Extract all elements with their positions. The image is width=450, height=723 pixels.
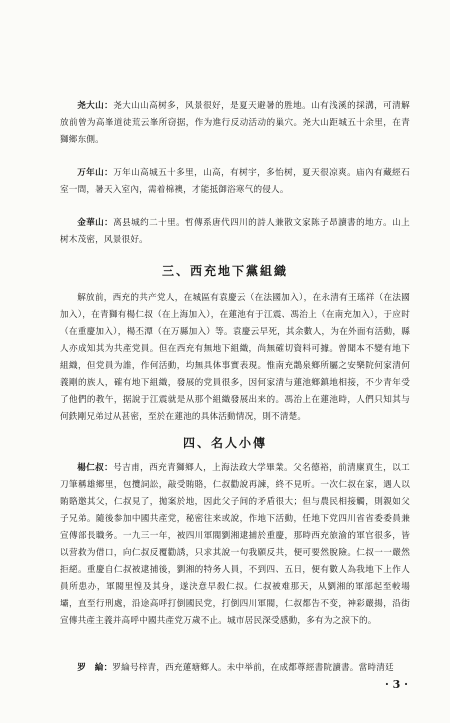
paragraph-text: 号吉甫，西充青獅鄉人，上海法政大学畢業。父名德裕，前清廩貢生，以工刀筆稱雄鄉里，包攬詞訟，敲受賄賂，仁叔勸說再諫，終不見听。一次仁叔在家，遇人以賄賂邀其父，仁叔見了，拋案於地，因此父子间的矛盾很大；但与農民相接觸，則親如父子兄弟。隨後参加中國共產党，秘密往来或說，作地下活動，任地下党四川省省委委員兼宣傳部長職务。一九三一年，被四川軍閥劉湘逮捕於重慶，那時西充旅渝的軍官很多，皆以营救为借口，向仁叔反覆勸誘，只求其說一句我願反共，便可要然脫險。仁叔一一嚴然拒絕。重慶自仁叔被逮捕後，劉湘的特务人員，不到四、五日，便有數人為我地下上作人員所患办，軍閥里惶及其身，遂決意早殺仁叔。仁叔被难那天，从劉湘的軍部起至較場壩，直至行刑處，沿途高呼打倒國民党，打倒四川軍閥，仁叔都告不变，神彩嚴揚，沿街宣傳共產主義并高呼中國共產党万歲不止。城市居民深受感動，多有为之淚下的。: [60, 463, 410, 626]
paragraph-jinhuashan: [60, 215, 410, 249]
paragraph-yaodashan: [60, 98, 410, 149]
page-number: · 3 ·: [385, 678, 408, 691]
section-title-biographies: 四、名人小傳: [182, 436, 267, 450]
paragraph-text: 万年山高城五十多里，山高，有树宇，多怡树，夏天很凉爽。庙內有藏經石室一間，暑天入室內，需着棉襖，才能抵御浴寒气的侵人。: [60, 168, 410, 195]
paragraph-lead: 尧大山：: [77, 101, 114, 111]
paragraph-underground-party: 解放前，西充的共产党人，在城區有袁慶云（在法國加入），在永清有王瑤祥（在法國加入），在青獅有楊仁叔（在上海加入），在蓮池有于江震、馮治上（在南充加入），于应时（在重慶加入），楊丕潭（在万縣加入）等。袁慶云早死，其余數人，为在外面有活動，縣人亦成知其为共產党員。但在西充有無地下組織，尚無確切資料可據。曾聞本不變有地下組織，但党員为誰，作何活動，均無具体事實表現。惟南充鵲泉鄉所屬之安樂院何家清何義剛的族人，確有地下組織，發展的党員很多，因何家清与蓮池鄉鎮地相接，不少青年受了他們的教午，据說于江震就是从那个組織發展出来的。馮治上在蓮池時，人們只知其与何鉄剛兄弟过从甚密，至於在蓮池的具体活動情况，則不清楚。: [60, 293, 410, 422]
paragraph-luo-lun: [60, 660, 410, 677]
paragraph-lead: 金華山：: [77, 218, 114, 228]
paragraph-lead: 万年山：: [77, 168, 114, 178]
paragraph-yang-renshu: [60, 460, 410, 630]
section-title-underground-party: 三、西充地下黨組織: [161, 264, 288, 278]
paragraph-text: 罗綸号梓青，西充蓮塘鄉人。未中举前，在成都尊經書院讀書。當時清廷: [112, 663, 394, 673]
paragraph-wanniangshan: [60, 165, 410, 199]
paragraph-text: 尧大山山高树多，风景很好，是夏天避暑的胜地。山有浅溪的採溝，可清解放前曾为高峯道徒荒云峯所窃据，作为進行反动活动的巢穴。尧大山距城五十余里，在青獅鄉东側。: [60, 101, 410, 145]
paragraph-lead: 罗 綸：: [77, 663, 113, 673]
paragraph-lead: 楊仁叔：: [77, 463, 114, 473]
paragraph-text: 离县城约二十里。哲傳系唐代四川的詩人兼散文家陈子昂讀書的地方。山上树木茂密，风景很好。: [60, 218, 410, 245]
